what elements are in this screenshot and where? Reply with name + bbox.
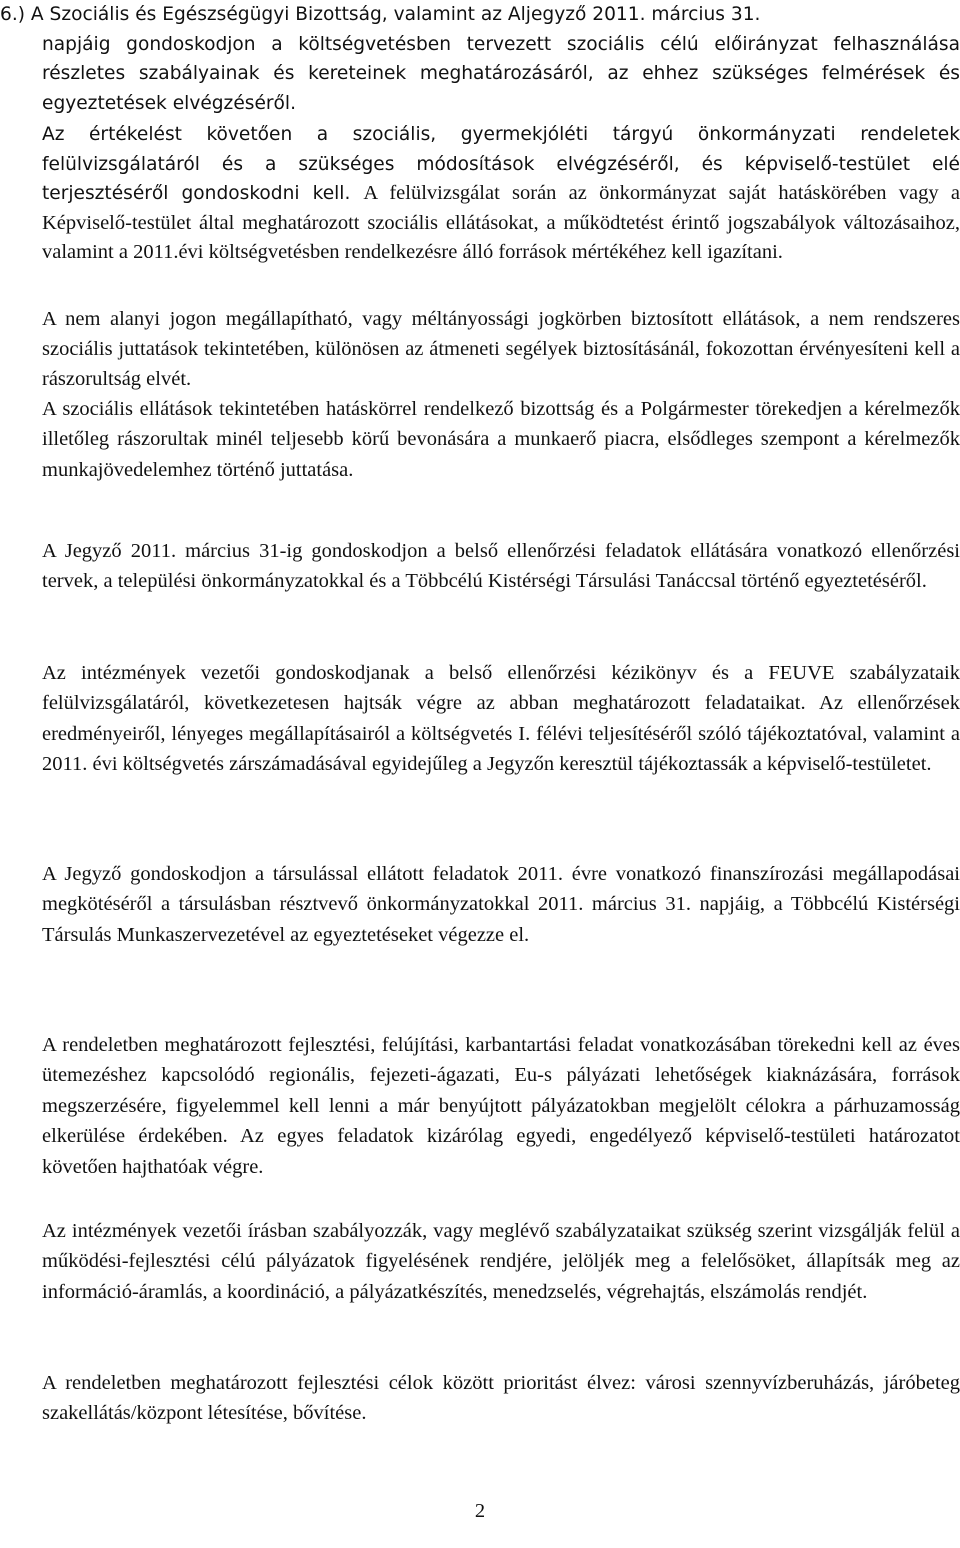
- item-9: [0, 859, 960, 950]
- item-6-intro-first-line: [0, 0, 960, 30]
- item-6-intro-first-text: A Szociális és Egészségügyi Bizottság, valamint az Aljegyző 2011. március 31.: [30, 4, 761, 25]
- item-7-number: [0, 536, 42, 566]
- item-6-intro-rest: napjáig gondoskodjon a költségvetésben tervezett szociális célú előirányzat felhasználása részletes szabályainak és kereteinek meghatározásáról, az ehhez szükséges felmérések és egyeztetések elvégzéséről.: [42, 33, 960, 114]
- item-11: [0, 1216, 960, 1307]
- item-9-number: [0, 859, 42, 889]
- item-8: [0, 658, 960, 780]
- item-12-number: [0, 1368, 42, 1398]
- item-10: [0, 1030, 960, 1182]
- item-12: [0, 1368, 960, 1429]
- item-6-evaluation-sans: Az értékelést követően a szociális, gyermekjóléti tárgyú önkormányzati rendeletek felülvizsgálatáról és a szükséges módosítások elvégzéséről, és képviselő-testület elé terjesztéséről gondoskodni kell.: [42, 124, 960, 205]
- item-10-text: A rendeletben meghatározott fejlesztési, felújítási, karbantartási feladat vonatkozásában törekedni kell az éves ütemezéshez kapcsolódó regionális, fejezeti-ágazati, Eu-s pályázati lehetőségek kiaknázására, források megszerzésére, figyelemmel kell lenni a már benyújtott pályázatokban megjelölt célokra a párhuzamosság elkerülése érdekében. Az egyes feladatok kizárólag egyedi, engedélyező képviselő-testületi határozatot követően hajthatóak végre.: [42, 1034, 960, 1178]
- item-6-paragraph-social-care: A szociális ellátások tekintetében hatáskörrel rendelkező bizottság és a Polgármester törekedjen a kérelmezők illetőleg rászorultak minél teljesebb körű bevonására a munkaerő piacra, elsődleges szempont a kérelmezők munkajövedelemhez történő juttatása.: [42, 398, 960, 481]
- item-12-text: A rendeletben meghatározott fejlesztési célok között prioritást élvez: városi szennyvízberuházás, járóbeteg szakellátás/központ létesítése, bővítése.: [42, 1372, 960, 1425]
- item-8-text: Az intézmények vezetői gondoskodjanak a belső ellenőrzési kézikönyv és a FEUVE szabályzataik felülvizsgálatáról, következetesen hajtsák végre az abban meghatározott feladataikat. Az ellenőrzések eredményeiről, lényeges megállapításairól a költségvetés I. félévi teljesítéséről szóló tájékoztatóval, valamint a 2011. évi költségvetés zárszámadásával egyidejűleg a Jegyzőn keresztül tájékoztassák a képviselő-testületet.: [42, 662, 960, 776]
- item-6-evaluation-serif: A felülvizsgálat során az önkormányzat saját hatáskörében vagy a Képviselő-testület által meghatározott szociális ellátásokat, a működtetést érintő jogszabályok változásaihoz, valamint a 2011.évi költségvetésben rendelkezésre álló források mértékéhez kell igazítani.: [42, 182, 960, 264]
- item-6-paragraph-non-entitlement: A nem alanyi jogon megállapítható, vagy méltányossági jogkörben biztosított ellátások, a nem rendszeres szociális juttatások tekintetében, különösen az átmeneti segélyek biztosításánál, fokozottan érvényesíteni kell a rászorultság elvét.: [42, 308, 960, 390]
- item-7: [0, 536, 960, 597]
- page-number: 2: [474, 1500, 486, 1522]
- item-6-paragraph-evaluation: [42, 120, 960, 268]
- item-6-intro: [0, 0, 960, 118]
- item-10-number: [0, 1030, 42, 1060]
- item-7-text: A Jegyző 2011. március 31-ig gondoskodjon a belső ellenőrzési feladatok ellátására vonatkozó ellenőrzési tervek, a települési önkormányzatokkal és a Többcélú Kistérségi Társulási Tanáccsal történő egyeztetéséről.: [42, 540, 960, 593]
- item-8-number: [0, 658, 42, 688]
- item-6-number: 6.): [0, 4, 25, 25]
- item-11-text: Az intézmények vezetői írásban szabályozzák, vagy meglévő szabályzataikat szükség szerint vizsgálják felül a működési-fejlesztési célú pályázatok figyelésének rendjére, jelöljék meg a felelősöket, állapítsák meg az információ-áramlás, a koordináció, a pályázatkészítés, menedzselés, végrehajtás, elszámolás rendjét.: [42, 1220, 960, 1303]
- item-11-number: [0, 1216, 42, 1246]
- item-9-text: A Jegyző gondoskodjon a társulással ellátott feladatok 2011. évre vonatkozó finanszírozási megállapodásai megkötéséről a társulásban résztvevő önkormányzatokkal 2011. március 31. napjáig, a Többcélú Kistérségi Társulás Munkaszervezetével az egyeztetéseket végezze el.: [42, 863, 960, 946]
